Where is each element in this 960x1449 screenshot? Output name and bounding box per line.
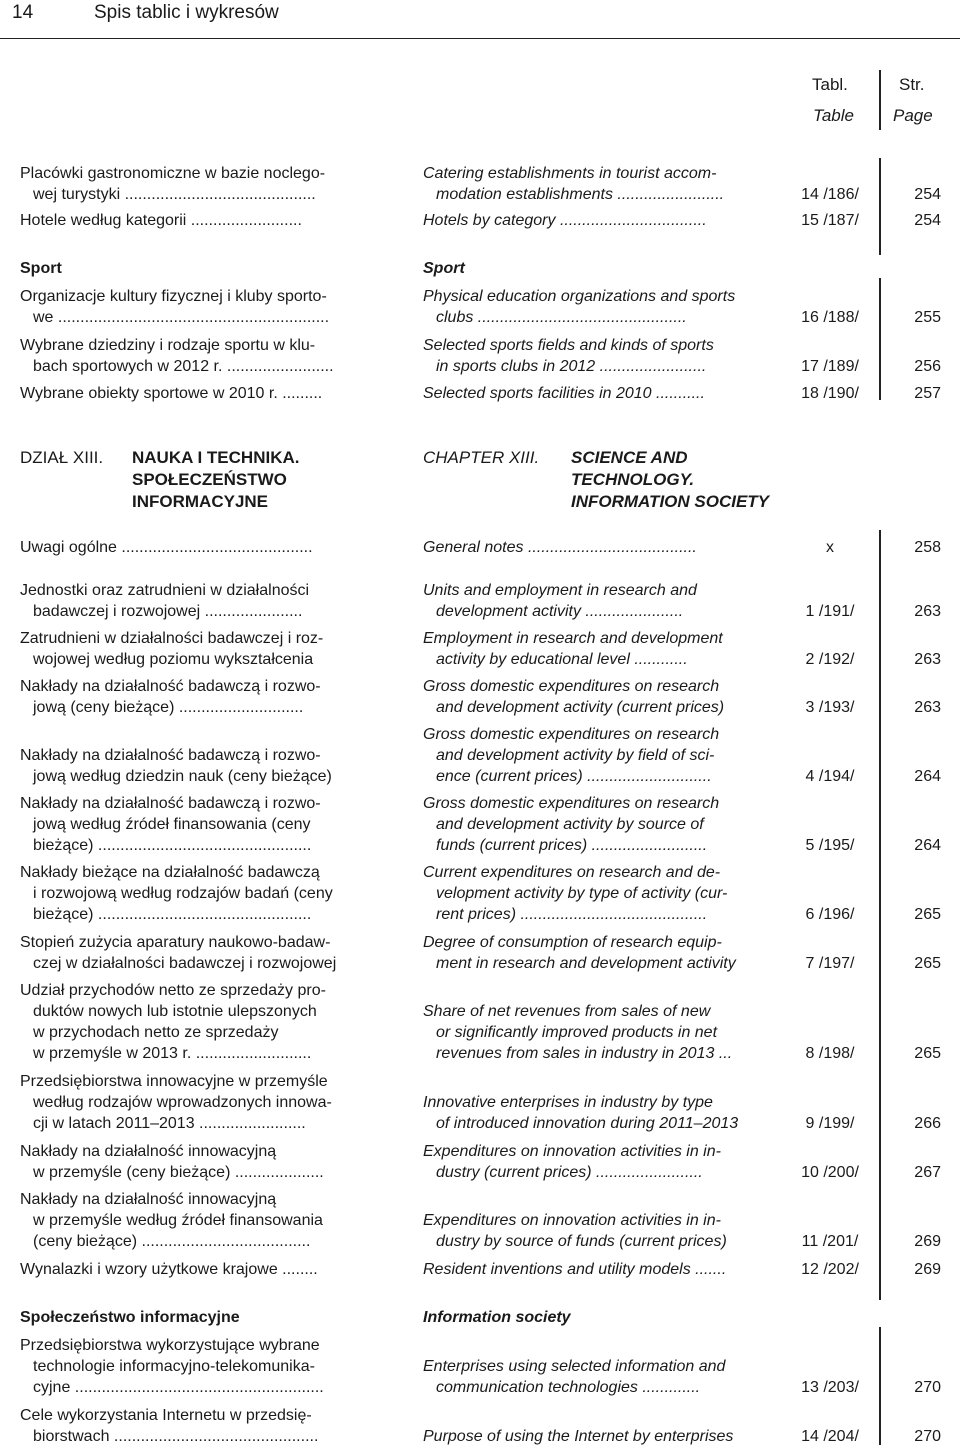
entry-title-pl-line: Nakłady na działalność innowacyjną xyxy=(20,1191,277,1208)
entry-table-number: 14 /186/ xyxy=(801,186,859,203)
entry-title-pl-line: we ............................................................. xyxy=(33,309,330,326)
entry-page-number: 269 xyxy=(914,1261,941,1278)
entry-table-number: 15 /187/ xyxy=(801,212,859,229)
entry-title-en-line: in sports clubs in 2012 ........................ xyxy=(436,358,707,375)
entry-title-en-line: Selected sports facilities in 2010 ........... xyxy=(423,385,705,402)
entry-title-en-line: Physical education organizations and sports xyxy=(423,288,736,305)
chapter-title-pl xyxy=(132,447,299,513)
entry-page-number: 254 xyxy=(914,186,941,203)
chapter-title-en xyxy=(571,447,769,513)
chapter-title-en-line: TECHNOLOGY. xyxy=(571,470,695,489)
entry-title-en xyxy=(423,1141,783,1183)
entry-title-en-line: ence (current prices) ............................ xyxy=(436,768,712,785)
entry-title-en xyxy=(423,862,783,925)
entry-title-en-line: Gross domestic expenditures on research xyxy=(423,795,720,812)
entry-title-en xyxy=(423,383,783,404)
entry-title-pl-line: badawczej i rozwojowej ...................... xyxy=(33,603,303,620)
entry-title-pl xyxy=(20,628,382,670)
entry-title-en-line: rent prices) .......................................... xyxy=(436,906,708,923)
entry-title-pl-line: Sport xyxy=(20,260,62,277)
entry-page-number: 270 xyxy=(914,1379,941,1396)
entry-title-en xyxy=(423,932,783,974)
entry-title-pl-line: Stopień zużycia aparatury naukowo-badaw- xyxy=(20,934,331,951)
entry-title-pl-line: czej w działalności badawczej i rozwojowej xyxy=(33,955,337,972)
entry-title-en-line: and development activity (current prices) xyxy=(436,699,725,716)
column-divider xyxy=(879,1327,881,1445)
page-title: Spis tablic i wykresów xyxy=(94,2,279,23)
entry-title-en-line: General notes ...................................... xyxy=(423,539,697,556)
entry-title-en xyxy=(423,163,783,205)
entry-title-pl-line: biorstwach .............................................. xyxy=(33,1428,319,1445)
entry-title-pl-line: Przedsiębiorstwa wykorzystujące wybrane xyxy=(20,1337,320,1354)
entry-page-number: 255 xyxy=(914,309,941,326)
chapter-heading-en xyxy=(423,447,770,511)
entry-title-en-line: Hotels by category ................................. xyxy=(423,212,707,229)
entry-title-pl-line: Hotele według kategorii ......................... xyxy=(20,212,302,229)
entry-title-pl xyxy=(20,210,382,231)
entry-table-number: 1 /191/ xyxy=(805,603,855,620)
entry-page-number: 269 xyxy=(914,1233,941,1250)
chapter-heading-pl xyxy=(20,447,300,511)
entry-title-en-line: Catering establishments in tourist accom- xyxy=(423,165,717,182)
entry-title-en-line: activity by educational level ............ xyxy=(436,651,688,668)
entry-title-pl xyxy=(20,1307,382,1328)
entry-title-pl-line: Organizacje kultury fizycznej i kluby sporto- xyxy=(20,288,327,305)
entry-title-en xyxy=(423,258,783,279)
entry-title-pl xyxy=(20,932,382,974)
entry-title-en xyxy=(423,676,783,718)
entry-title-en-line: of introduced innovation during 2011–2013 xyxy=(436,1115,739,1132)
entry-title-en-line: Resident inventions and utility models ....... xyxy=(423,1261,727,1278)
entry-title-pl-line: Jednostki oraz zatrudnieni w działalności xyxy=(20,582,310,599)
entry-table-number: 8 /198/ xyxy=(805,1045,855,1062)
entry-title-pl-line: (ceny bieżące) ...................................... xyxy=(33,1233,311,1250)
entry-title-pl-line: cji w latach 2011–2013 ........................ xyxy=(33,1115,306,1132)
entry-title-pl xyxy=(20,1189,382,1252)
entry-table-number: 4 /194/ xyxy=(805,768,855,785)
entry-title-pl-line: w przychodach netto ze sprzedaży xyxy=(33,1024,279,1041)
entry-table-number: 6 /196/ xyxy=(805,906,855,923)
entry-title-pl-line: Placówki gastronomiczne w bazie noclego- xyxy=(20,165,326,182)
entry-title-en-line: Gross domestic expenditures on research xyxy=(423,678,720,695)
entry-table-number: 9 /199/ xyxy=(805,1115,855,1132)
entry-title-pl-line: w przemyśle (ceny bieżące) .................... xyxy=(33,1164,324,1181)
entry-title-en-line: Employment in research and development xyxy=(423,630,723,647)
entry-title-pl-line: Udział przychodów netto ze sprzedaży pro- xyxy=(20,982,326,999)
entry-title-pl-line: Przedsiębiorstwa innowacyjne w przemyśle xyxy=(20,1073,328,1090)
entry-page-number: 254 xyxy=(914,212,941,229)
entry-title-pl-line: jową według dziedzin nauk (ceny bieżące) xyxy=(33,768,332,785)
entry-title-en-line: Degree of consumption of research equip- xyxy=(423,934,722,951)
entry-title-en-line: velopment activity by type of activity (cur- xyxy=(436,885,728,902)
entry-table-number: 2 /192/ xyxy=(805,651,855,668)
chapter-title-pl-line: NAUKA I TECHNIKA. xyxy=(132,448,300,467)
entry-title-pl xyxy=(20,1335,382,1398)
entry-title-pl xyxy=(20,862,382,925)
entry-title-en-line: Expenditures on innovation activities in in- xyxy=(423,1143,721,1160)
entry-table-number: 14 /204/ xyxy=(801,1428,859,1445)
entry-title-pl-line: bach sportowych w 2012 r. ........................ xyxy=(33,358,334,375)
entry-page-number: 270 xyxy=(914,1428,941,1445)
entry-title-en-line: Purpose of using the Internet by enterprises xyxy=(423,1428,734,1445)
entry-page-number: 265 xyxy=(914,955,941,972)
entry-table-number: 16 /188/ xyxy=(801,309,859,326)
entry-title-en-line: dustry (current prices) ........................ xyxy=(436,1164,703,1181)
entry-title-pl-line: Nakłady na działalność badawczą i rozwo- xyxy=(20,795,321,812)
entry-page-number: 264 xyxy=(914,768,941,785)
chapter-title-pl-line: SPOŁECZEŃSTWO xyxy=(132,470,287,489)
entry-title-en xyxy=(423,628,783,670)
entry-title-en xyxy=(423,286,783,328)
entry-page-number: 256 xyxy=(914,358,941,375)
entry-title-en-line: revenues from sales in industry in 2013 ... xyxy=(436,1045,733,1062)
entry-page-number: 257 xyxy=(914,385,941,402)
entry-title-en xyxy=(423,1307,783,1328)
entry-page-number: 266 xyxy=(914,1115,941,1132)
entry-page-number: 258 xyxy=(914,539,941,556)
entry-table-number: 18 /190/ xyxy=(801,385,859,402)
entry-table-number: 3 /193/ xyxy=(805,699,855,716)
entry-title-pl-line: Zatrudnieni w działalności badawczej i roz- xyxy=(20,630,324,647)
entry-title-en-line: Information society xyxy=(423,1309,571,1326)
entry-title-pl-line: Wynalazki i wzory użytkowe krajowe ........ xyxy=(20,1261,318,1278)
entry-table-number: 7 /197/ xyxy=(805,955,855,972)
entry-title-en xyxy=(423,1092,783,1134)
entry-title-en-line: Share of net revenues from sales of new xyxy=(423,1003,711,1020)
entry-title-pl xyxy=(20,745,382,787)
chapter-title-en-line: INFORMATION SOCIETY xyxy=(571,492,770,511)
entry-title-pl xyxy=(20,980,382,1064)
entry-title-en xyxy=(423,724,783,787)
entry-title-en xyxy=(423,1001,783,1064)
chapter-title-pl-line: INFORMACYJNE xyxy=(132,492,269,511)
entry-title-en-line: Gross domestic expenditures on research xyxy=(423,726,720,743)
entry-title-en xyxy=(423,1426,783,1447)
entry-title-pl-line: Wybrane dziedziny i rodzaje sportu w klu- xyxy=(20,337,316,354)
entry-title-pl-line: duktów nowych lub istotnie ulepszonych xyxy=(33,1003,317,1020)
entry-page-number: 264 xyxy=(914,837,941,854)
entry-title-en-line: Units and employment in research and xyxy=(423,582,697,599)
entry-title-en xyxy=(423,580,783,622)
entry-title-pl-line: w przemyśle w 2013 r. .......................... xyxy=(33,1045,312,1062)
entry-title-pl-line: Nakłady na działalność badawczą i rozwo- xyxy=(20,678,321,695)
entry-table-number: 12 /202/ xyxy=(801,1261,859,1278)
entry-title-en-line: Expenditures on innovation activities in in- xyxy=(423,1212,721,1229)
entry-title-pl xyxy=(20,1259,382,1280)
entry-title-pl-line: bieżące) ................................................ xyxy=(33,906,312,923)
entry-title-en xyxy=(423,537,783,558)
entry-title-pl xyxy=(20,383,382,404)
column-divider xyxy=(879,158,881,255)
chapter-label-en: CHAPTER XIII. xyxy=(423,448,540,467)
entry-title-en-line: ment in research and development activity xyxy=(436,955,736,972)
col-header-page: Page xyxy=(893,106,933,125)
col-header-str: Str. xyxy=(899,75,925,94)
chapter-title-en-line: SCIENCE AND xyxy=(571,448,688,467)
entry-table-number: 17 /189/ xyxy=(801,358,859,375)
entry-title-en-line: and development activity by field of sci- xyxy=(436,747,715,764)
page-number: 14 xyxy=(12,2,34,23)
page-header xyxy=(0,0,960,39)
entry-page-number: 265 xyxy=(914,1045,941,1062)
entry-table-number: 10 /200/ xyxy=(801,1164,859,1181)
entry-title-en-line: Selected sports fields and kinds of sports xyxy=(423,337,714,354)
entry-page-number: 263 xyxy=(914,699,941,716)
entry-title-pl-line: w przemyśle według źródeł finansowania xyxy=(33,1212,323,1229)
entry-title-pl-line: Społeczeństwo informacyjne xyxy=(20,1309,240,1326)
column-divider xyxy=(879,278,881,400)
column-divider xyxy=(879,530,881,1300)
entry-table-number: x xyxy=(826,539,834,556)
entry-title-pl xyxy=(20,163,382,205)
entry-title-en xyxy=(423,335,783,377)
entry-title-pl-line: wojowej według poziomu wykształcenia xyxy=(33,651,314,668)
entry-title-en-line: Innovative enterprises in industry by type xyxy=(423,1094,713,1111)
entry-table-number: 11 /201/ xyxy=(801,1233,859,1250)
entry-title-pl-line: Nakłady na działalność badawczą i rozwo- xyxy=(20,747,321,764)
entry-title-pl-line: cyjne ........................................................ xyxy=(33,1379,324,1396)
entry-title-pl xyxy=(20,580,382,622)
entry-title-pl-line: według rodzajów wprowadzonych innowa- xyxy=(33,1094,332,1111)
entry-title-en xyxy=(423,1356,783,1398)
entry-title-en xyxy=(423,1210,783,1252)
entry-title-pl xyxy=(20,1141,382,1183)
entry-title-en-line: communication technologies ............. xyxy=(436,1379,701,1396)
entry-title-pl-line: jową według źródeł finansowania (ceny xyxy=(33,816,311,833)
entry-title-pl-line: Nakłady bieżące na działalność badawczą xyxy=(20,864,320,881)
entry-title-pl-line: Nakłady na działalność innowacyjną xyxy=(20,1143,277,1160)
entry-title-pl-line: bieżące) ................................................ xyxy=(33,837,312,854)
entry-title-pl-line: jową (ceny bieżące) ............................ xyxy=(33,699,304,716)
entry-page-number: 263 xyxy=(914,651,941,668)
entry-title-pl-line: Wybrane obiekty sportowe w 2010 r. ......... xyxy=(20,385,323,402)
entry-page-number: 263 xyxy=(914,603,941,620)
col-header-table: Table xyxy=(813,106,854,125)
entry-title-pl-line: wej turystyki ........................................... xyxy=(33,186,316,203)
entry-title-en-line: Sport xyxy=(423,260,465,277)
entry-page-number: 265 xyxy=(914,906,941,923)
entry-title-pl xyxy=(20,793,382,856)
entry-table-number: 13 /203/ xyxy=(801,1379,859,1396)
entry-title-en xyxy=(423,793,783,856)
entry-title-en-line: modation establishments ........................ xyxy=(436,186,725,203)
entry-title-en xyxy=(423,210,783,231)
entry-title-pl-line: i rozwojową według rodzajów badań (ceny xyxy=(33,885,333,902)
entry-title-pl-line: Uwagi ogólne ........................................... xyxy=(20,539,313,556)
entry-title-en-line: and development activity by source of xyxy=(436,816,704,833)
column-divider xyxy=(879,70,881,130)
entry-title-en-line: Enterprises using selected information and xyxy=(423,1358,726,1375)
col-header-tabl: Tabl. xyxy=(812,75,848,94)
entry-title-pl xyxy=(20,537,382,558)
entry-table-number: 5 /195/ xyxy=(805,837,855,854)
entry-title-pl xyxy=(20,1405,382,1447)
entry-title-en-line: dustry by source of funds (current prices) xyxy=(436,1233,727,1250)
entry-title-pl-line: technologie informacyjno-telekomunika- xyxy=(33,1358,315,1375)
entry-title-en-line: development activity ...................... xyxy=(436,603,684,620)
entry-title-pl xyxy=(20,335,382,377)
entry-title-en-line: or significantly improved products in net xyxy=(436,1024,718,1041)
entry-title-pl xyxy=(20,286,382,328)
entry-title-en-line: clubs ............................................... xyxy=(436,309,687,326)
entry-title-en-line: Current expenditures on research and de- xyxy=(423,864,721,881)
entry-title-pl xyxy=(20,258,382,279)
chapter-label-pl: DZIAŁ XIII. xyxy=(20,448,104,467)
entry-page-number: 267 xyxy=(914,1164,941,1181)
entry-title-pl-line: Cele wykorzystania Internetu w przedsię- xyxy=(20,1407,312,1424)
entry-title-pl xyxy=(20,1071,382,1134)
entry-title-pl xyxy=(20,676,382,718)
entry-title-en-line: funds (current prices) .......................... xyxy=(436,837,708,854)
entry-title-en xyxy=(423,1259,783,1280)
